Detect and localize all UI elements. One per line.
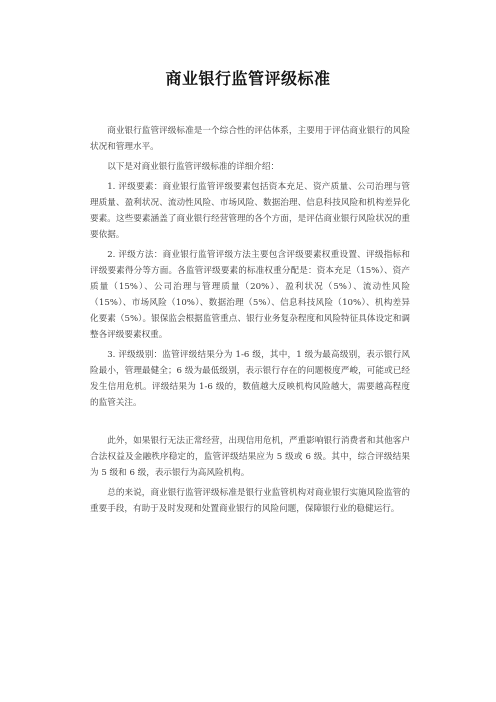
paragraph-rating-method: 2. 评级方法：商业银行监管评级方法主要包含评级要素权重设置、评级指标和评级要素得分等方面。各监管评级要素的标准权重分配是：资本充足（15%）、资产质量（15%）、公司治理与管理质量（20%）、盈利状况（5%）、流动性风险（15%）、市场风险（10%）、数据治理（5%）、信息科技风险（10%）、机构差异化要素（5%）。银保监会根据监管重点、银行业务复杂程度和风险特征具体设定和调整各评级要素权重。: [90, 250, 410, 340]
paragraph-rating-levels: 3. 评级级别：监管评级结果分为 1-6 级，其中，1 级为最高级别，表示银行风险最小，管理最健全；6 级为最低级别，表示银行存在的问题极度严峻，可能或已经发生信用危机。评级结果为 1-6 级的，数值越大反映机构风险越大，需要越高程度的监管关注。: [90, 350, 410, 408]
paragraph-lead-in: 以下是对商业银行监管评级标准的详细介绍：: [107, 162, 280, 172]
page-title: 商业银行监管评级标准: [165, 69, 331, 88]
document-body: [90, 123, 410, 521]
paragraph-rating-elements: 1. 评级要素：商业银行监管评级要素包括资本充足、资产质量、公司治理与管理质量、盈利状况、流动性风险、市场风险、数据治理、信息科技风险和机构差异化要素。这些要素涵盖了商业银行经营管理的各个方面，是评估商业银行风险状况的重要依据。: [90, 182, 410, 240]
paragraph-additional: 此外，如果银行无法正常经营，出现信用危机，严重影响银行消费者和其他客户合法权益及金融秩序稳定的，监管评级结果应为 5 级或 6 级。其中，综合评级结果为 5 级和 6 级，表示银行为高风险机构。: [90, 436, 410, 478]
paragraph-conclusion: 总的来说，商业银行监管评级标准是银行业监管机构对商业银行实施风险监管的重要手段，有助于及时发现和处置商业银行的风险问题，保障银行业的稳健运行。: [90, 488, 410, 514]
paragraph-intro: 商业银行监管评级标准是一个综合性的评估体系，主要用于评估商业银行的风险状况和管理水平。: [90, 126, 410, 152]
